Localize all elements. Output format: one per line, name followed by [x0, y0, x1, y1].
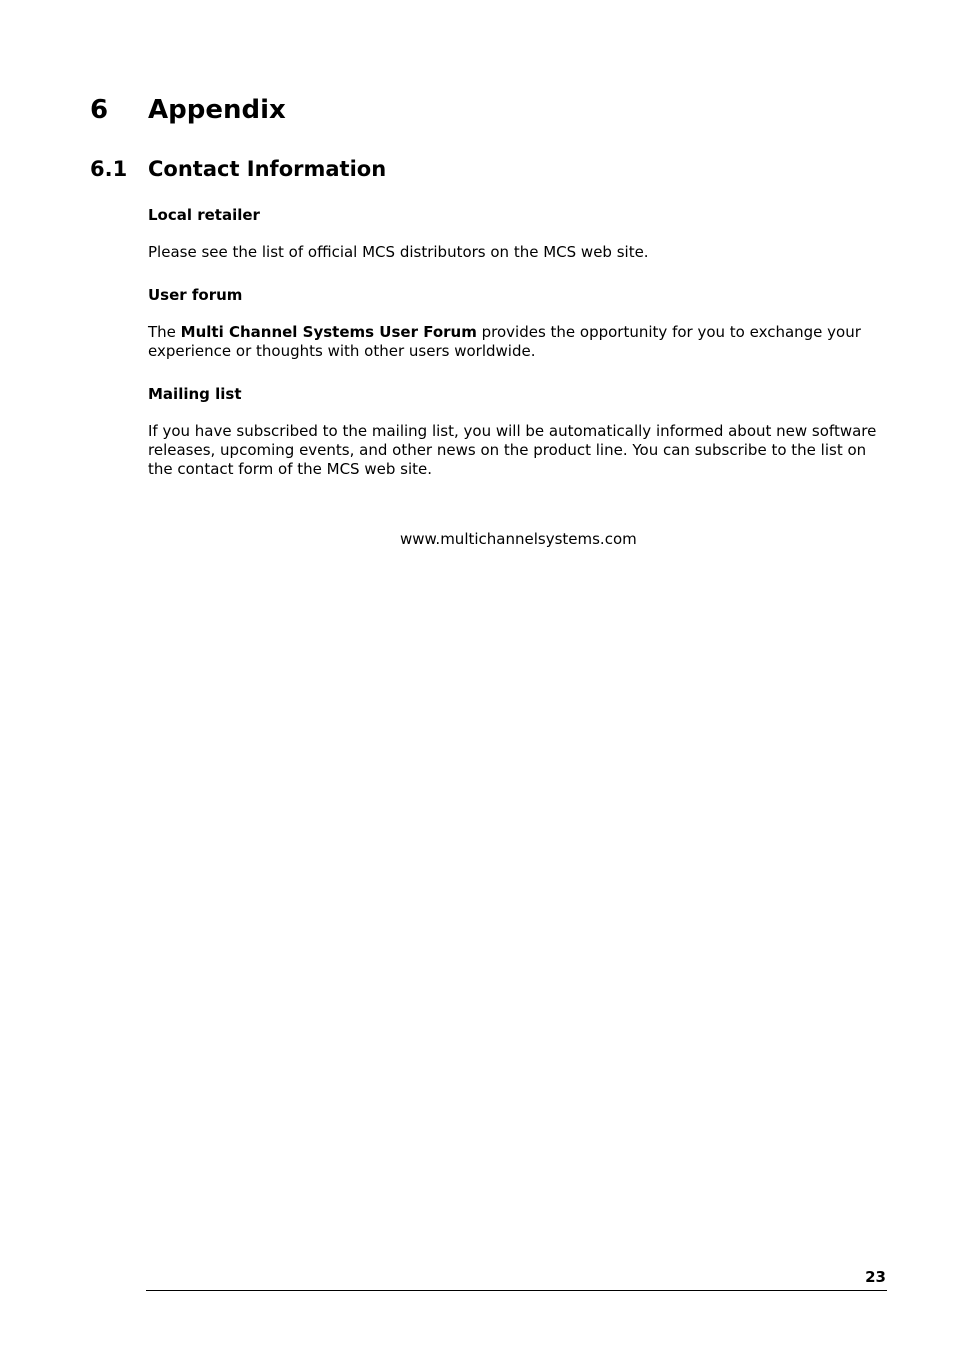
user-forum-text-line2: experience or thoughts with other users worldwide. [148, 342, 536, 360]
mailing-list-line: releases, upcoming events, and other news on the product line. You can subscribe to the list on [148, 441, 867, 459]
website-link[interactable]: www.multichannelsystems.com [400, 530, 637, 548]
user-forum-paragraph [148, 323, 861, 361]
chapter-number: 6 [90, 95, 109, 125]
user-forum-heading: User forum [148, 286, 243, 304]
user-forum-text-suffix: provides the opportunity for you to exchange your [476, 323, 861, 341]
user-forum-text-prefix: The [148, 323, 181, 341]
mailing-list-heading: Mailing list [148, 385, 242, 403]
chapter-heading [90, 95, 108, 125]
mailing-list-line: If you have subscribed to the mailing list, you will be automatically informed about new software [148, 422, 877, 440]
section-number: 6.1 [90, 157, 128, 181]
local-retailer-text: Please see the list of official MCS distributors on the MCS web site. [148, 243, 649, 261]
mailing-list-line: the contact form of the MCS web site. [148, 460, 432, 478]
local-retailer-heading: Local retailer [148, 206, 260, 224]
footer-divider [146, 1290, 887, 1291]
page-number: 23 [865, 1268, 886, 1286]
mailing-list-paragraph [148, 422, 876, 479]
user-forum-name: Multi Channel Systems User Forum [180, 323, 477, 341]
chapter-title: Appendix [148, 95, 286, 125]
section-title: Contact Information [148, 157, 387, 181]
